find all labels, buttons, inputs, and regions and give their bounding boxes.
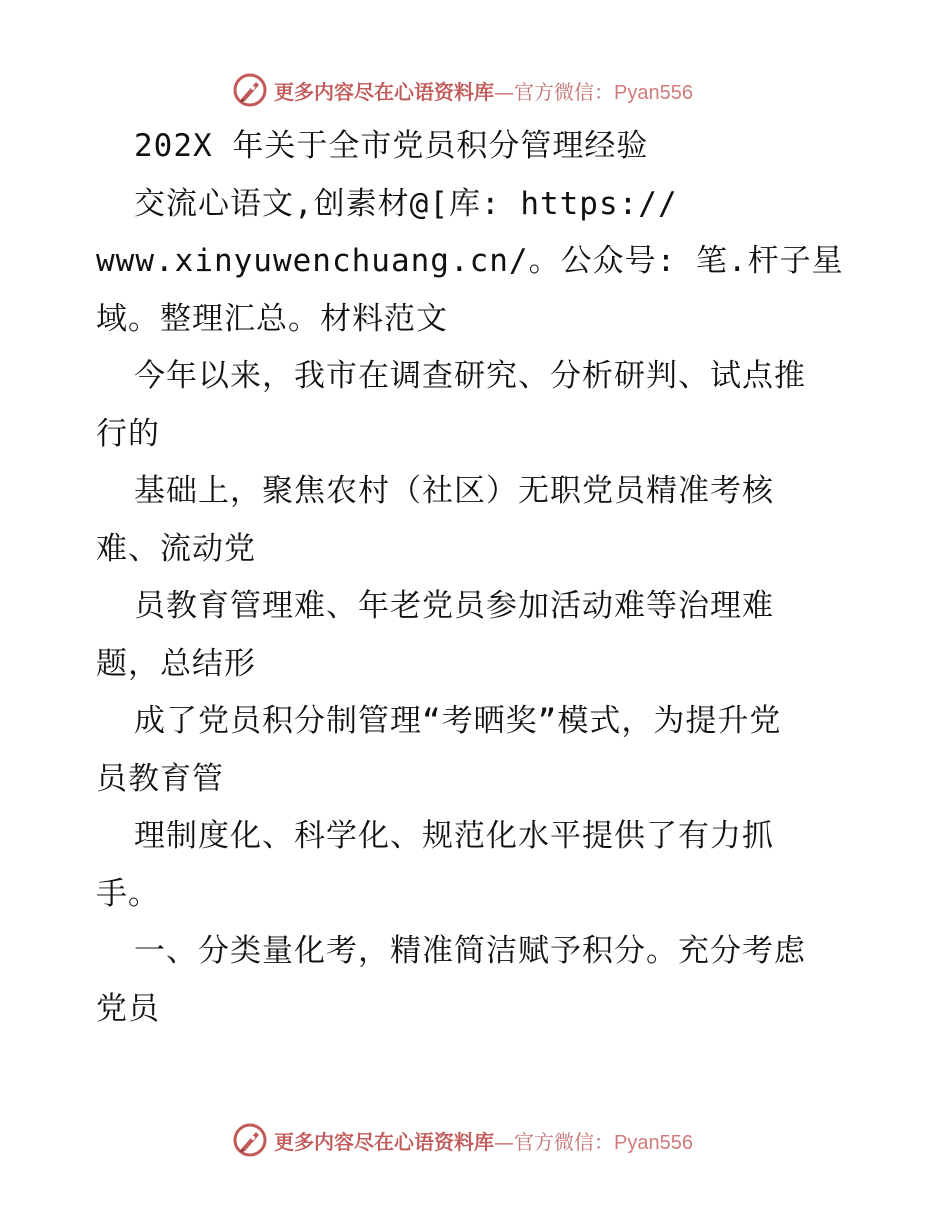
header-banner (232, 70, 752, 110)
document-body (96, 118, 866, 1038)
header-banner-main: 更多内容尽在心语资料库 (274, 79, 494, 104)
body-line: 员教育管理难、年老党员参加活动难等治理难 (134, 588, 774, 624)
header-banner-brand: Pyan556 (614, 81, 693, 104)
body-line: 难、流动党 (96, 530, 256, 567)
body-line: 交流心语文,创素材@[库: https:// (134, 185, 678, 222)
body-line: 202X 年关于全市党员积分管理经验 (134, 128, 649, 164)
body-line: 题，总结形 (96, 645, 256, 682)
body-line: 行的 (96, 415, 160, 452)
body-line: 今年以来，我市在调查研究、分析研判、试点推 (134, 358, 806, 394)
header-banner-wechat: 官方微信： (514, 79, 614, 104)
pen-circle-logo-icon (232, 72, 268, 108)
body-line: 成了党员积分制管理“考晒奖”模式，为提升党 (134, 703, 782, 739)
footer-banner (232, 1120, 752, 1160)
body-line: 一、分类量化考，精准简洁赋予积分。充分考虑 (134, 933, 806, 969)
footer-banner-dash: — (494, 1129, 514, 1154)
body-line: www.xinyuwenchuang.cn/。公众号: 笔.杆子星 (96, 243, 844, 279)
body-line: 理制度化、科学化、规范化水平提供了有力抓 (134, 818, 774, 854)
header-banner-dash: — (494, 79, 514, 104)
body-line: 域。整理汇总。材料范文 (96, 300, 448, 337)
body-line: 党员 (96, 990, 160, 1027)
body-line: 员教育管 (96, 760, 224, 797)
footer-banner-brand: Pyan556 (614, 1131, 693, 1154)
footer-banner-text (274, 1126, 693, 1155)
footer-banner-main: 更多内容尽在心语资料库 (274, 1129, 494, 1154)
body-line: 手。 (96, 875, 160, 912)
header-banner-text (274, 76, 693, 105)
footer-banner-wechat: 官方微信： (514, 1129, 614, 1154)
pen-circle-logo-icon (232, 1122, 268, 1158)
body-line: 基础上，聚焦农村（社区）无职党员精准考核 (134, 473, 774, 509)
